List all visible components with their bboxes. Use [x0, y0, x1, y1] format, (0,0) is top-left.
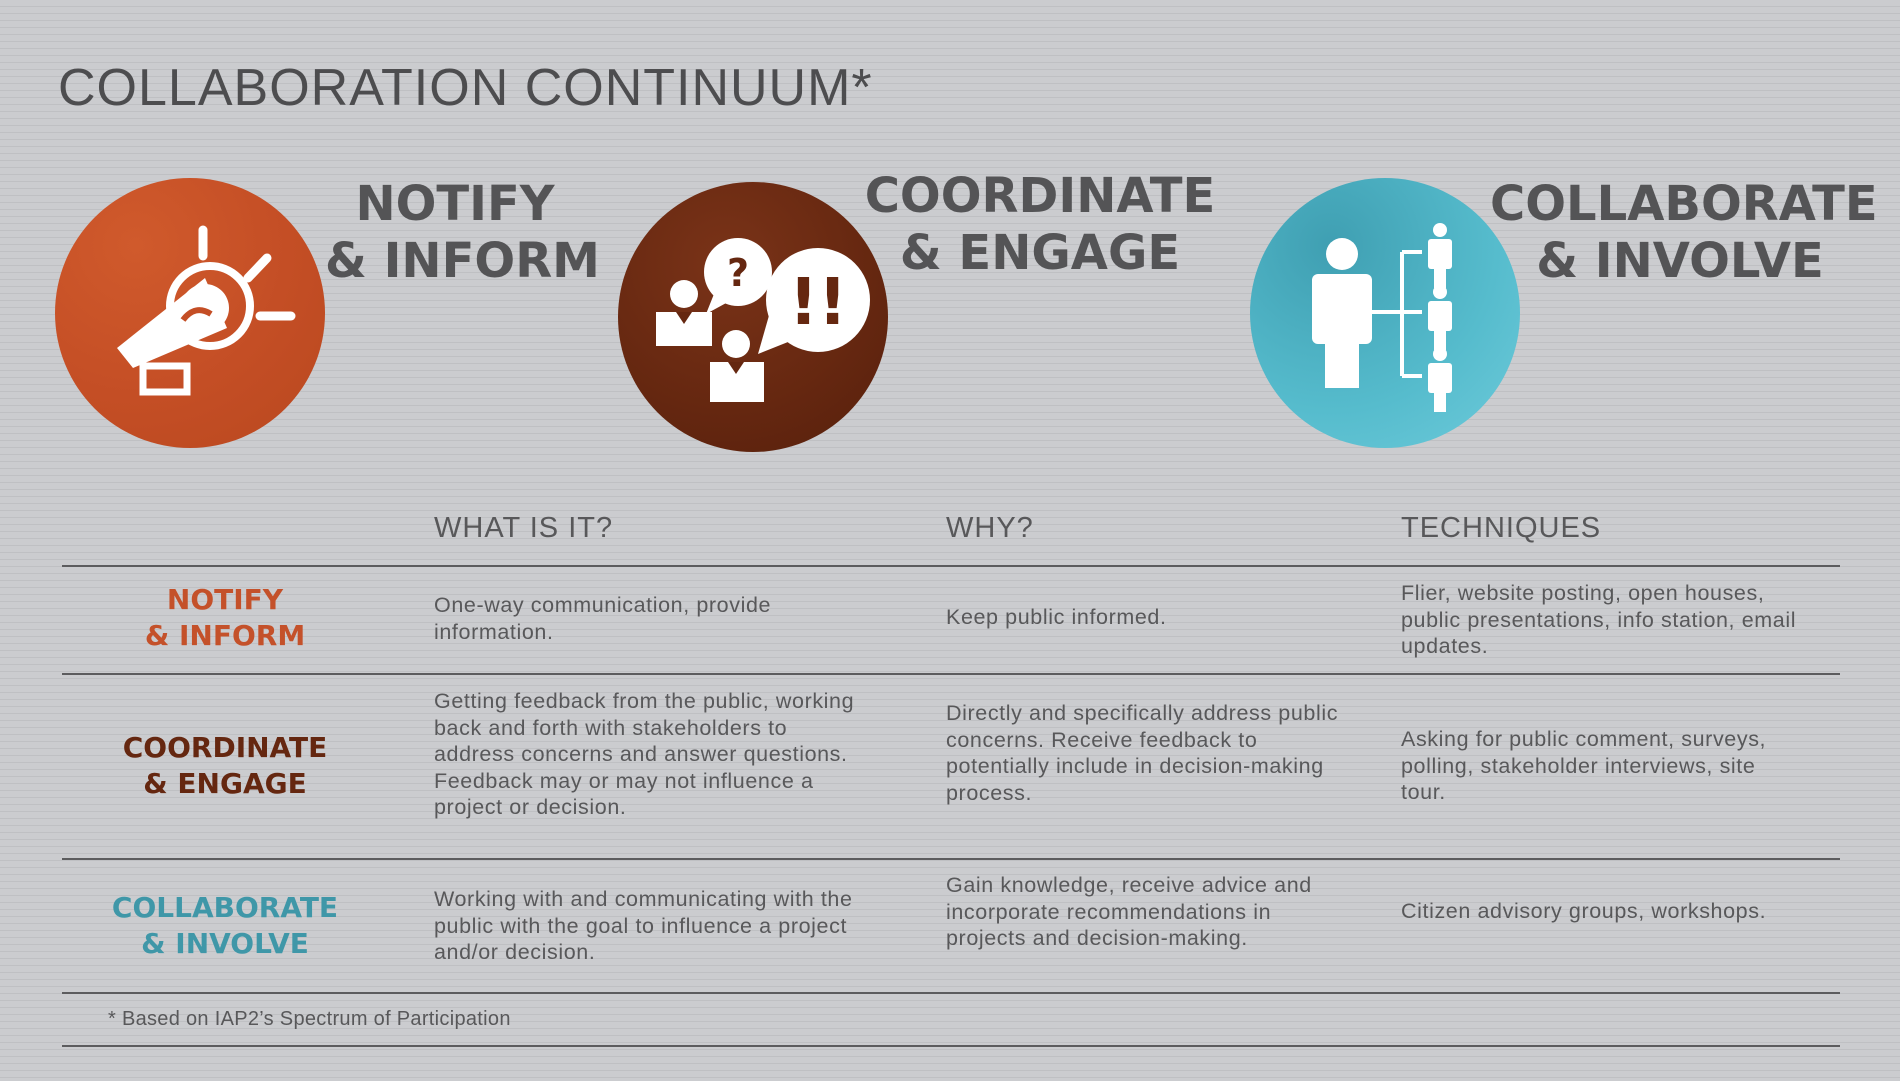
cell-techniques: Asking for public comment, surveys, polling, stakeholder interviews, site tour. — [1401, 727, 1767, 804]
column-header-techniques: TECHNIQUES — [1401, 512, 1602, 544]
heading-line: & INVOLVE — [1536, 233, 1824, 289]
heading-line: COORDINATE — [864, 168, 1216, 224]
table-divider — [62, 858, 1840, 860]
cell-why: Directly and specifically address public concerns. Receive feedback to potentially include in decision-making process. — [946, 701, 1339, 805]
svg-text:!!: !! — [788, 266, 848, 340]
table-divider — [62, 992, 1840, 994]
row-label-collaborate-involve — [75, 890, 375, 962]
heading-line: COLLABORATE — [1490, 176, 1878, 232]
heading-line: & ENGAGE — [899, 225, 1181, 281]
row-label-coordinate-engage — [75, 730, 375, 802]
cell-what: Getting feedback from the public, working back and forth with stakeholders to address concerns and answer questions. Feedback may or may not influence a project or decision. — [434, 689, 855, 819]
row-label-line: & INVOLVE — [141, 927, 309, 960]
speech-bubbles-icon — [618, 182, 888, 452]
heading-line: NOTIFY — [355, 176, 555, 232]
row-label-line: COLLABORATE — [111, 891, 339, 924]
notify-inform-circle — [55, 178, 325, 448]
page-title: COLLABORATION CONTINUUM* — [58, 59, 873, 117]
cell-what: Working with and communicating with the public with the goal to influence a project and/or decision. — [434, 887, 853, 964]
megaphone-icon — [55, 178, 325, 448]
row-label-line: & INFORM — [144, 619, 306, 652]
table-divider — [62, 565, 1840, 567]
org-chart-people-icon — [1250, 178, 1520, 448]
row-label-line: COORDINATE — [122, 731, 328, 764]
cell-techniques: Citizen advisory groups, workshops. — [1401, 899, 1767, 923]
row-label-notify-inform — [75, 582, 375, 654]
table-divider — [62, 673, 1840, 675]
row-label-line: & ENGAGE — [143, 767, 307, 800]
coordinate-engage-heading — [860, 168, 1220, 282]
column-header-what: WHAT IS IT? — [434, 512, 614, 544]
cell-what: One-way communication, provide information. — [434, 593, 772, 644]
cell-why: Keep public informed. — [946, 605, 1167, 629]
cell-techniques: Flier, website posting, open houses, public presentations, info station, email updates. — [1401, 581, 1797, 658]
column-header-why: WHY? — [946, 512, 1034, 544]
collaborate-involve-heading — [1490, 176, 1878, 290]
row-label-line: NOTIFY — [166, 583, 284, 616]
collaborate-involve-circle — [1250, 178, 1520, 448]
coordinate-engage-circle — [618, 182, 888, 452]
svg-text:?: ? — [726, 251, 750, 295]
cell-why: Gain knowledge, receive advice and incorporate recommendations in projects and decision-making. — [946, 873, 1312, 950]
table-divider — [62, 1045, 1840, 1047]
footnote: * Based on IAP2’s Spectrum of Participation — [108, 1008, 511, 1030]
heading-line: & INFORM — [325, 233, 600, 289]
notify-inform-heading — [325, 176, 600, 290]
